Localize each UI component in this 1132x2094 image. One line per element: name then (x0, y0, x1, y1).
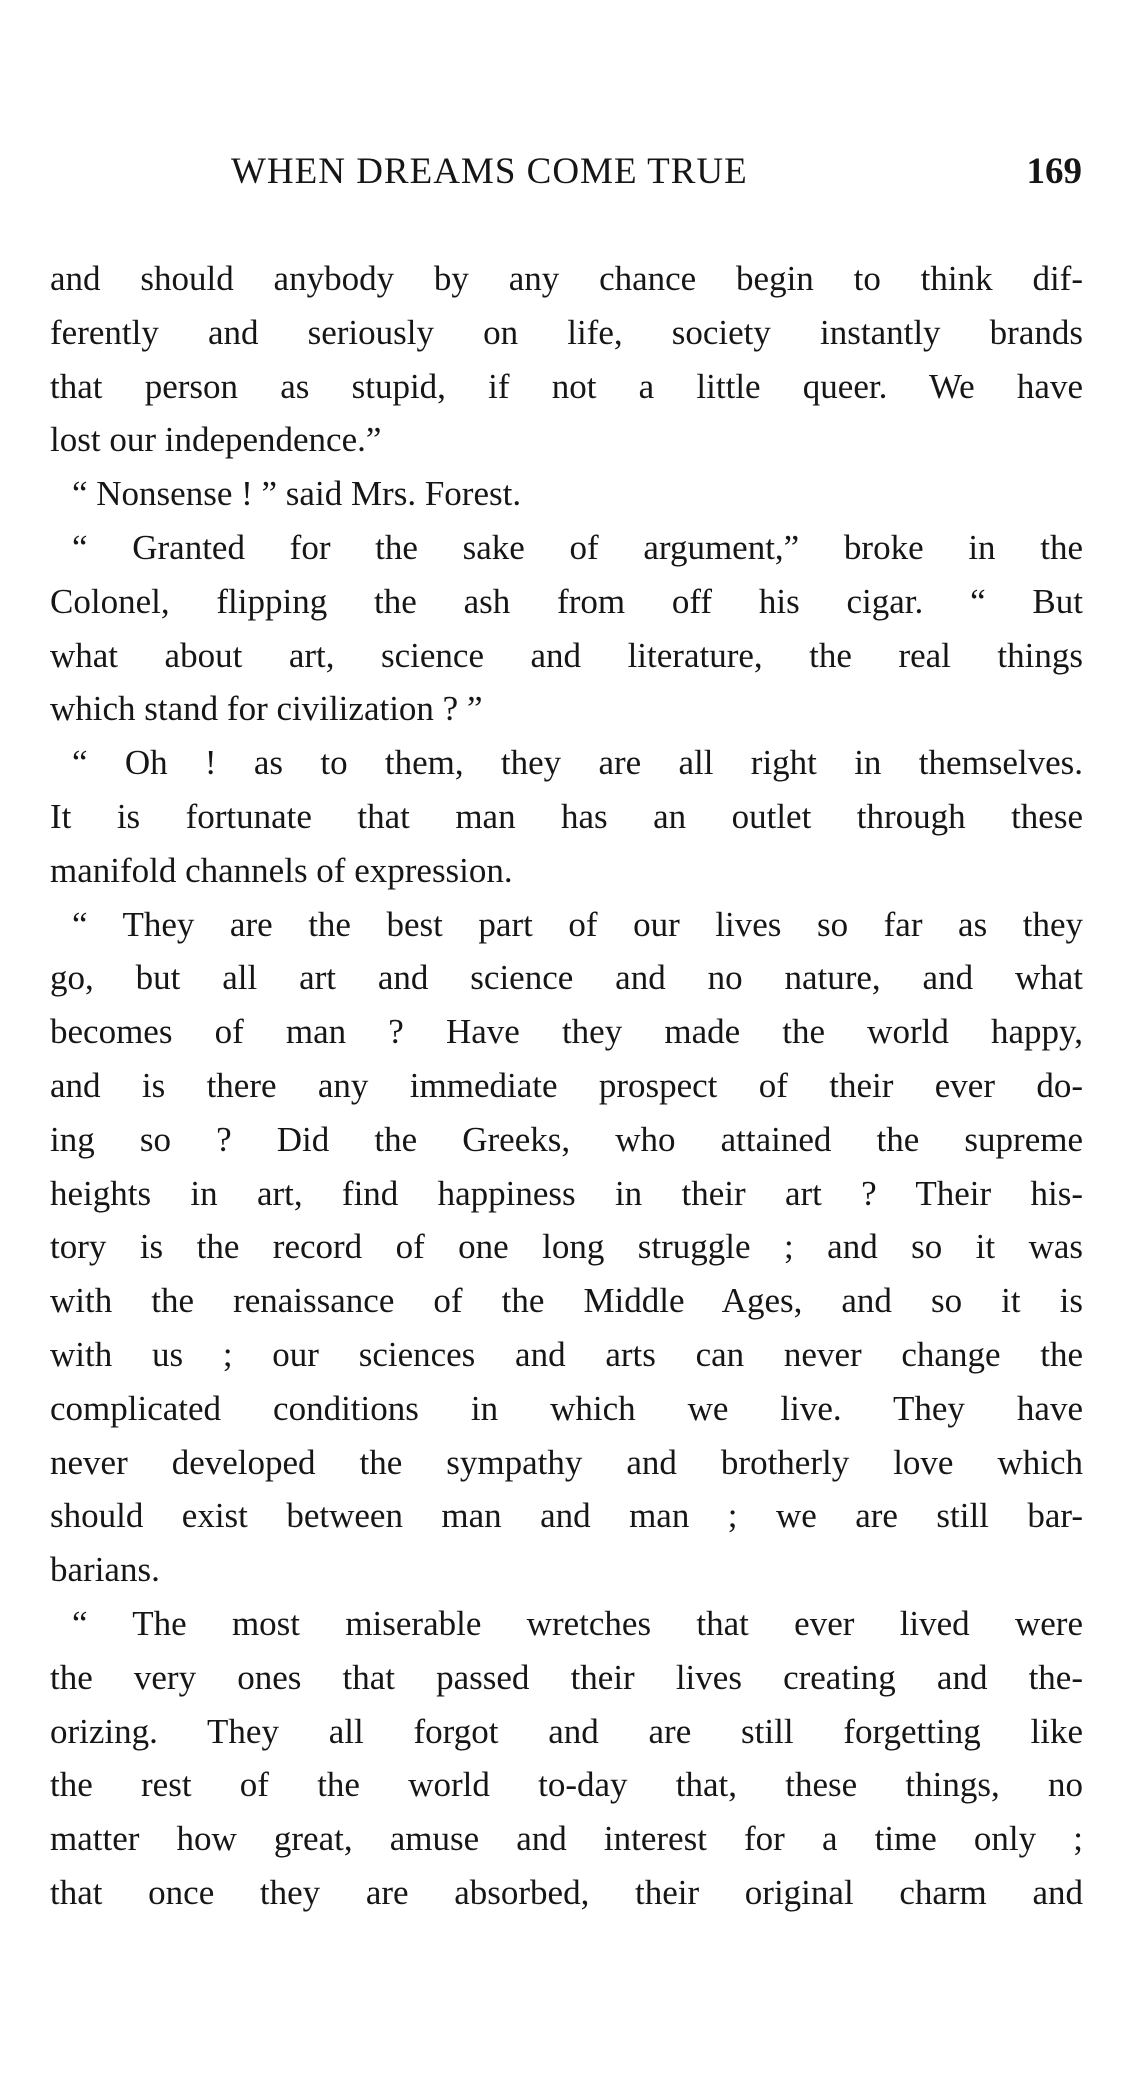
text-line: becomes of man ? Have they made the world happy, (50, 1012, 1083, 1052)
page-number: 169 (1026, 151, 1082, 192)
text-line: should exist between man and man ; we are still bar- (50, 1496, 1083, 1536)
text-line: never developed the sympathy and brotherly love which (50, 1442, 1083, 1482)
text-line: “ The most miserable wretches that ever lived were (72, 1603, 1083, 1643)
text-line: It is fortunate that man has an outlet through these (50, 796, 1083, 836)
text-line: and should anybody by any chance begin to think dif- (50, 259, 1083, 298)
running-header (48, 150, 1082, 210)
text-line: that once they are absorbed, their original charm and (50, 1872, 1083, 1912)
text-line: barians. (50, 1550, 160, 1590)
body-text (50, 252, 1083, 1920)
text-line: orizing. They all forgot and are still forgetting like (50, 1711, 1083, 1751)
text-line: that person as stupid, if not a little queer. We have (50, 366, 1083, 406)
text-line: ing so ? Did the Greeks, who attained the supreme (50, 1119, 1083, 1159)
text-line: matter how great, amuse and interest for a time only ; (50, 1819, 1083, 1859)
text-line: with us ; our sciences and arts can never change the (50, 1334, 1083, 1374)
text-line: “ Granted for the sake of argument,” broke in the (72, 527, 1083, 567)
text-line: “ They are the best part of our lives so far as they (72, 904, 1083, 944)
text-line: “ Oh ! as to them, they are all right in themselves. (72, 743, 1083, 783)
text-line: the rest of the world to-day that, these things, no (50, 1765, 1083, 1805)
text-line: ferently and seriously on life, society instantly brands (50, 312, 1083, 352)
text-line: lost our independence.” (50, 420, 382, 460)
text-line: heights in art, find happiness in their art ? Their his- (50, 1173, 1083, 1213)
text-line: which stand for civilization ? ” (50, 689, 483, 729)
text-line: go, but all art and science and no nature, and what (50, 958, 1083, 998)
text-line: and is there any immediate prospect of their ever do- (50, 1065, 1083, 1105)
running-head-title: WHEN DREAMS COME TRUE (231, 151, 748, 192)
text-line: complicated conditions in which we live. They have (50, 1388, 1083, 1428)
text-line: Colonel, flipping the ash from off his cigar. “ But (50, 581, 1083, 621)
text-line: with the renaissance of the Middle Ages, and so it is (50, 1281, 1083, 1321)
text-line: manifold channels of expression. (50, 850, 513, 890)
text-line: the very ones that passed their lives creating and the- (50, 1657, 1083, 1697)
text-line: what about art, science and literature, the real things (50, 635, 1083, 675)
text-line: “ Nonsense ! ” said Mrs. Forest. (72, 474, 522, 514)
text-line: tory is the record of one long struggle ; and so it was (50, 1227, 1083, 1267)
